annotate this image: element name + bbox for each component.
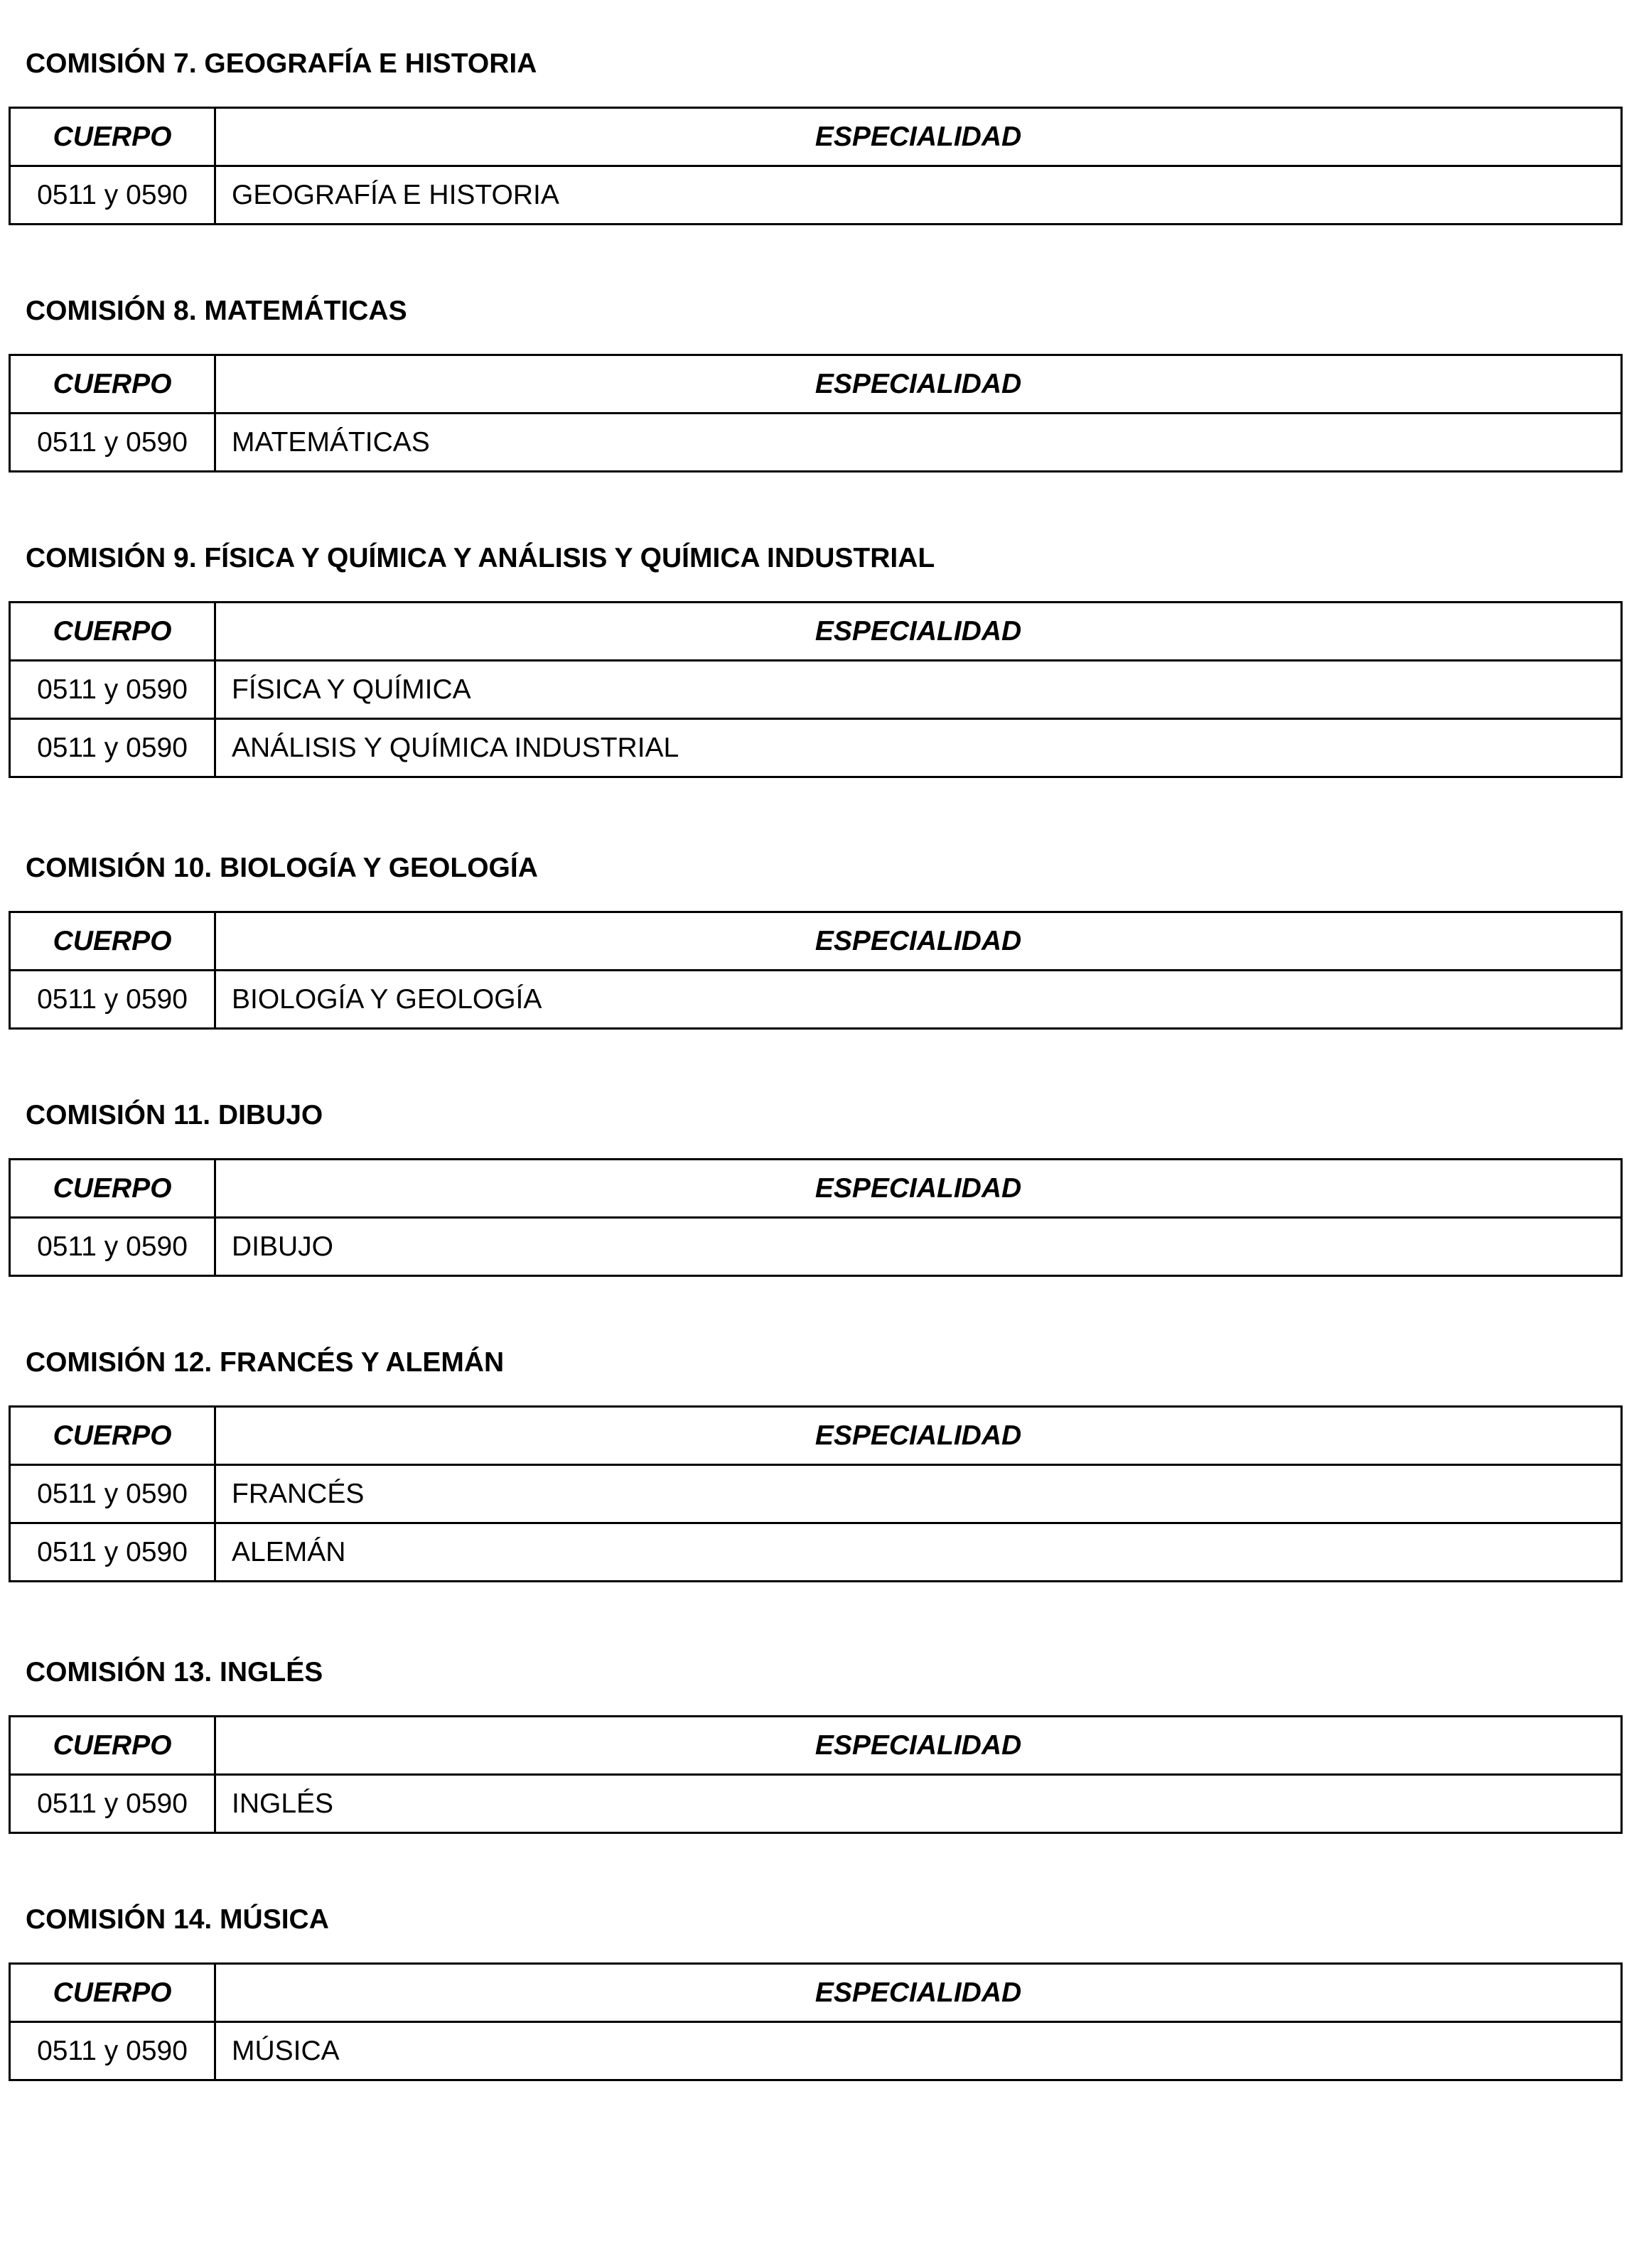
- commission-table: [9, 1962, 1623, 2081]
- commission-table: [9, 911, 1623, 1030]
- header-cuerpo: CUERPO: [10, 108, 215, 166]
- header-especialidad: ESPECIALIDAD: [215, 1717, 1622, 1775]
- table-header-row: [10, 1407, 1622, 1465]
- header-cuerpo: CUERPO: [10, 1717, 215, 1775]
- cuerpo-cell: 0511 y 0590: [10, 2022, 215, 2080]
- table-row: [10, 414, 1622, 472]
- especialidad-cell: FRANCÉS: [215, 1465, 1622, 1523]
- header-especialidad: ESPECIALIDAD: [215, 912, 1622, 971]
- header-especialidad: ESPECIALIDAD: [215, 1964, 1622, 2022]
- header-cuerpo: CUERPO: [10, 603, 215, 661]
- section-title: COMISIÓN 7. GEOGRAFÍA E HISTORIA: [26, 48, 537, 79]
- table-row: [10, 1465, 1622, 1523]
- especialidad-cell: ALEMÁN: [215, 1523, 1622, 1582]
- especialidad-cell: FÍSICA Y QUÍMICA: [215, 661, 1622, 719]
- commission-table: [9, 1158, 1623, 1277]
- cuerpo-cell: 0511 y 0590: [10, 661, 215, 719]
- commission-section-13: [9, 1656, 1620, 1834]
- header-cuerpo: CUERPO: [10, 1160, 215, 1218]
- section-title: COMISIÓN 14. MÚSICA: [26, 1904, 329, 1935]
- table-row: [10, 1523, 1622, 1582]
- table-row: [10, 2022, 1622, 2080]
- table-header-row: [10, 912, 1622, 971]
- commission-section-14: [9, 1903, 1620, 2081]
- section-title: COMISIÓN 13. INGLÉS: [26, 1657, 323, 1688]
- header-cuerpo: CUERPO: [10, 1407, 215, 1465]
- section-title: COMISIÓN 11. DIBUJO: [26, 1100, 323, 1130]
- header-especialidad: ESPECIALIDAD: [215, 1407, 1622, 1465]
- especialidad-cell: ANÁLISIS Y QUÍMICA INDUSTRIAL: [215, 719, 1622, 777]
- header-especialidad: ESPECIALIDAD: [215, 1160, 1622, 1218]
- especialidad-cell: BIOLOGÍA Y GEOLOGÍA: [215, 971, 1622, 1029]
- table-header-row: [10, 603, 1622, 661]
- table-header-row: [10, 1717, 1622, 1775]
- table-row: [10, 971, 1622, 1029]
- cuerpo-cell: 0511 y 0590: [10, 166, 215, 225]
- header-especialidad: ESPECIALIDAD: [215, 108, 1622, 166]
- commission-table: [9, 354, 1623, 472]
- table-row: [10, 1775, 1622, 1833]
- header-especialidad: ESPECIALIDAD: [215, 603, 1622, 661]
- table-row: [10, 166, 1622, 225]
- commission-table: [9, 601, 1623, 778]
- table-row: [10, 661, 1622, 719]
- header-cuerpo: CUERPO: [10, 912, 215, 971]
- commission-section-7: [9, 47, 1620, 225]
- header-cuerpo: CUERPO: [10, 355, 215, 414]
- table-header-row: [10, 355, 1622, 414]
- especialidad-cell: MÚSICA: [215, 2022, 1622, 2080]
- table-row: [10, 719, 1622, 777]
- commission-section-8: [9, 294, 1620, 472]
- table-header-row: [10, 108, 1622, 166]
- cuerpo-cell: 0511 y 0590: [10, 1523, 215, 1582]
- commission-table: [9, 107, 1623, 225]
- commission-table: [9, 1715, 1623, 1834]
- section-title: COMISIÓN 10. BIOLOGÍA Y GEOLOGÍA: [26, 853, 538, 883]
- section-title: COMISIÓN 9. FÍSICA Y QUÍMICA Y ANÁLISIS Y QUÍMICA INDUSTRIAL: [26, 543, 935, 573]
- cuerpo-cell: 0511 y 0590: [10, 1465, 215, 1523]
- table-row: [10, 1218, 1622, 1276]
- cuerpo-cell: 0511 y 0590: [10, 1775, 215, 1833]
- cuerpo-cell: 0511 y 0590: [10, 414, 215, 472]
- cuerpo-cell: 0511 y 0590: [10, 719, 215, 777]
- header-especialidad: ESPECIALIDAD: [215, 355, 1622, 414]
- especialidad-cell: INGLÉS: [215, 1775, 1622, 1833]
- cuerpo-cell: 0511 y 0590: [10, 1218, 215, 1276]
- table-header-row: [10, 1160, 1622, 1218]
- commission-section-9: [9, 541, 1620, 778]
- commission-section-12: [9, 1346, 1620, 1582]
- especialidad-cell: MATEMÁTICAS: [215, 414, 1622, 472]
- section-title: COMISIÓN 8. MATEMÁTICAS: [26, 296, 407, 326]
- especialidad-cell: DIBUJO: [215, 1218, 1622, 1276]
- table-header-row: [10, 1964, 1622, 2022]
- section-title: COMISIÓN 12. FRANCÉS Y ALEMÁN: [26, 1347, 505, 1378]
- header-cuerpo: CUERPO: [10, 1964, 215, 2022]
- cuerpo-cell: 0511 y 0590: [10, 971, 215, 1029]
- especialidad-cell: GEOGRAFÍA E HISTORIA: [215, 166, 1622, 225]
- commission-section-11: [9, 1098, 1620, 1277]
- commission-table: [9, 1405, 1623, 1582]
- commission-section-10: [9, 851, 1620, 1030]
